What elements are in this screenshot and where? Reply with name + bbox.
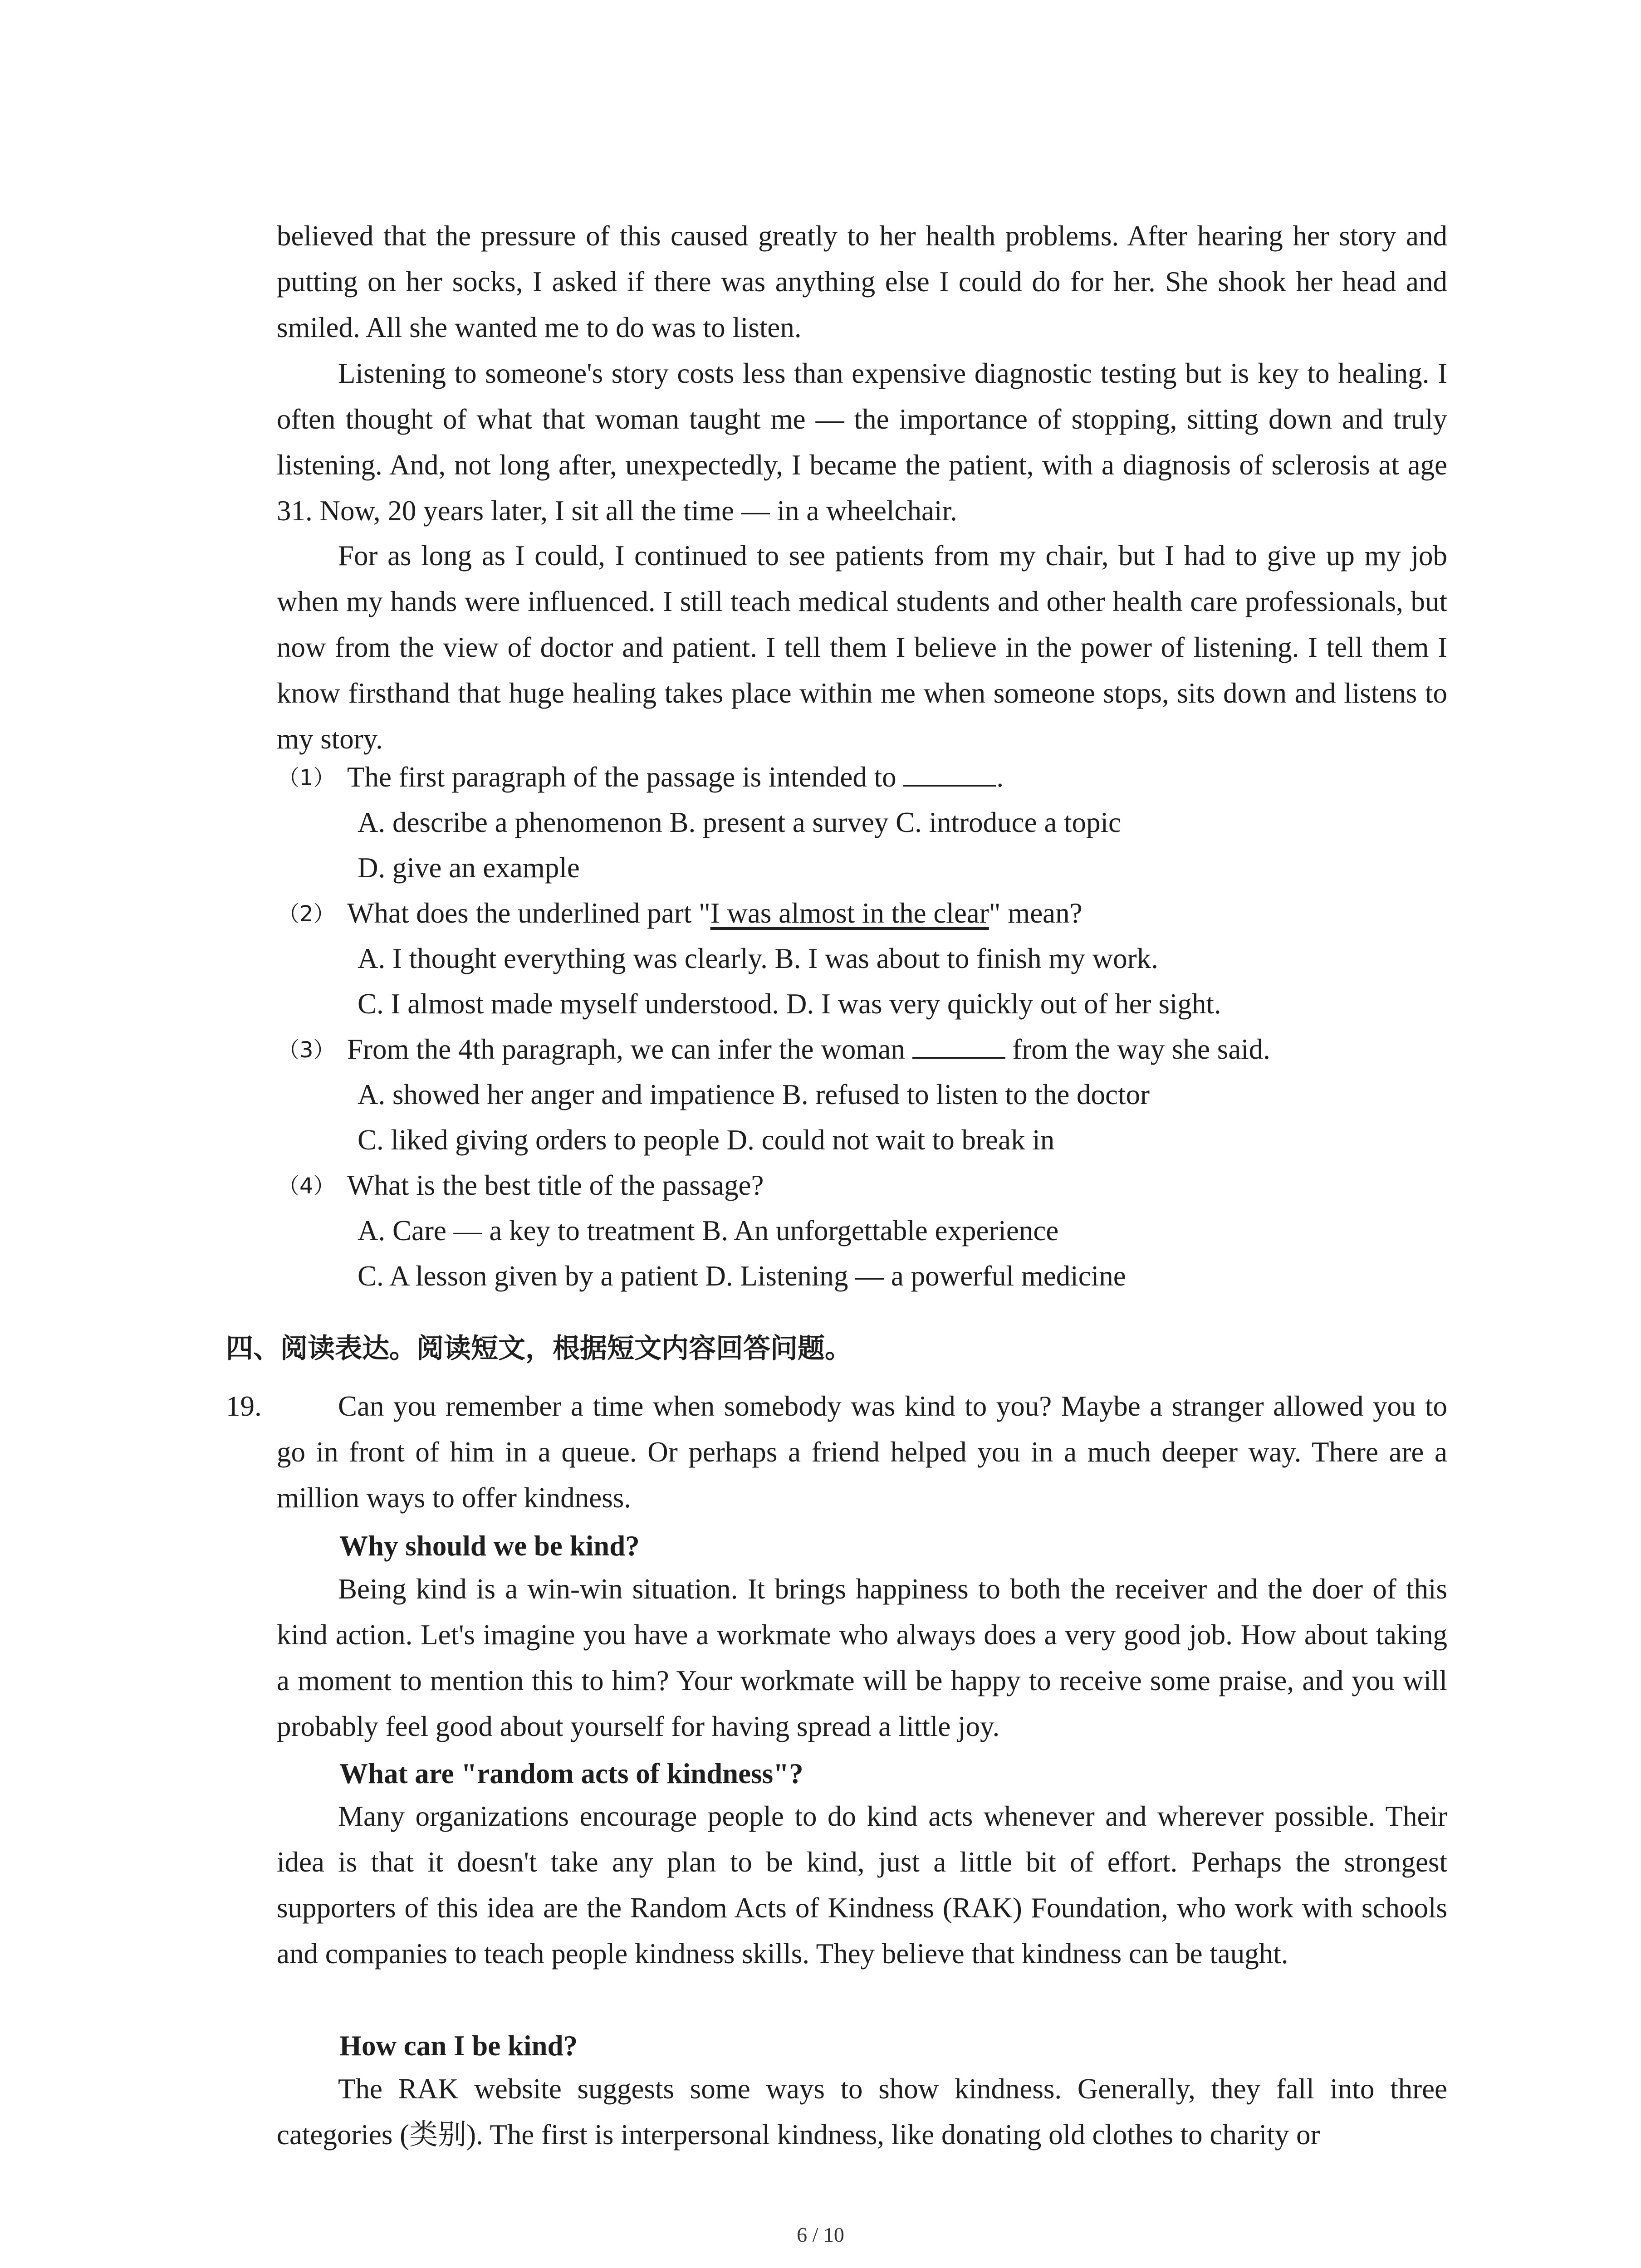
section-title: 四、阅读表达。阅读短文，根据短文内容回答问题。 [226, 1333, 852, 1364]
question-number: （2） [278, 901, 335, 927]
paragraph-text: The RAK website suggests some ways to show kindness. Generally, they fall into three categories (类别). The first is interpersonal kindness, like donating old clothes to charity or [277, 2073, 1447, 2151]
subheading: What are "random acts of kindness"? [339, 1758, 803, 1789]
paragraph [277, 2066, 1447, 2158]
option-line: A. Care — a key to treatment B. An unforgettable experience [358, 1215, 1059, 1246]
page-number: 6 / 10 [797, 2223, 844, 2246]
question-number: （1） [278, 765, 335, 791]
subheading: How can I be kind? [339, 2030, 578, 2062]
question-number: （4） [278, 1173, 335, 1199]
underlined-phrase: I was almost in the clear [710, 897, 989, 929]
paragraph [277, 1566, 1447, 1750]
paragraph-text: For as long as I could, I continued to see patients from my chair, but I had to give up my job when my hands were influenced. I still teach medical students and other health care professionals, but now from the view of doctor and patient. I tell them I believe in the power of listening. I tell them I know firsthand that huge healing takes place within me when someone stops, sits down and listens to my story. [277, 540, 1447, 755]
paragraph [277, 533, 1447, 762]
item-number: 19. [226, 1390, 262, 1422]
option-line: A. I thought everything was clearly. B. I was about to finish my work. [358, 943, 1158, 974]
option-line: C. liked giving orders to people D. could not wait to break in [358, 1124, 1055, 1156]
question-number: （3） [278, 1037, 335, 1063]
option-line: C. I almost made myself understood. D. I was very quickly out of her sight. [358, 988, 1221, 1020]
question-text: What does the underlined part "I was almost in the clear" mean? [347, 897, 1083, 929]
question-text: What is the best title of the passage? [347, 1169, 764, 1201]
option-line: D. give an example [358, 852, 580, 884]
option-line: A. showed her anger and impatience B. refused to listen to the doctor [358, 1079, 1150, 1110]
question-text: The first paragraph of the passage is intended to . [347, 759, 1004, 795]
paragraph-text: Many organizations encourage people to do kind acts whenever and wherever possible. Their idea is that it doesn't take any plan to be kind, just a little bit of effort. Perhaps the strongest supporters of this idea are the Random Acts of Kindness (RAK) Foundation, who work with schools and companies to teach people kindness skills. They believe that kindness can be taught. [277, 1800, 1447, 1970]
paragraph-text: Can you remember a time when somebody was kind to you? Maybe a stranger allowed you to go in front of him in a queue. Or perhaps a friend helped you in a much deeper way. There are a million ways to offer kindness. [277, 1390, 1447, 1514]
paragraph [277, 1383, 1447, 1521]
paragraph [277, 351, 1447, 534]
answer-blank [903, 759, 996, 787]
paragraph [277, 1794, 1447, 1977]
option-line: A. describe a phenomenon B. present a survey C. introduce a topic [358, 807, 1122, 838]
paragraph-text: believed that the pressure of this caused greatly to her health problems. After hearing her story and putting on her socks, I asked if there was anything else I could do for her. She shook her head and smiled. All she wanted me to do was to listen. [277, 220, 1447, 343]
paragraph [277, 213, 1447, 351]
question-text: From the 4th paragraph, we can infer the woman from the way she said. [347, 1031, 1270, 1067]
answer-blank [912, 1031, 1005, 1059]
paragraph-text: Being kind is a win-win situation. It brings happiness to both the receiver and the doer of this kind action. Let's imagine you have a workmate who always does a very good job. How about taking a moment to mention this to him? Your workmate will be happy to receive some praise, and you will probably feel good about yourself for having spread a little joy. [277, 1573, 1447, 1742]
paragraph-text: Listening to someone's story costs less than expensive diagnostic testing but is key to healing. I often thought of what that woman taught me — the importance of stopping, sitting down and truly listening. And, not long after, unexpectedly, I became the patient, with a diagnosis of sclerosis at age 31. Now, 20 years later, I sit all the time — in a wheelchair. [277, 357, 1447, 527]
subheading: Why should we be kind? [339, 1530, 640, 1562]
option-line: C. A lesson given by a patient D. Listening — a powerful medicine [358, 1260, 1126, 1292]
